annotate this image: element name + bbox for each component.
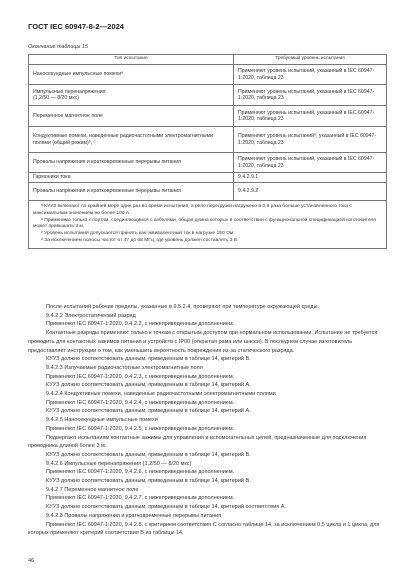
table-continuation-label: Окончание таблицы 15: [28, 44, 88, 50]
footnote: ᵃ КУУЗ включают по крайней мере один раз во время испытания, а реле перегрузки нагружено в 0,9 раза больше установленного тока с максимальным значением не более 100 А.: [33, 204, 352, 216]
section-heading: 9.4.2.2 Электростатический разряд: [46, 312, 136, 319]
column-header-test-type: Тип испытания: [29, 55, 234, 65]
section-heading: 9.4.2.6 Импульсные перенапряжения (1,2/50 — 8/20 мкс): [46, 460, 192, 467]
table-cell: Наносекундные импульсные помехиᵃ: [29, 65, 234, 85]
table-cell: Применяют уровень испытаний, указанный в IEC 60947-1:2020, таблица 23: [234, 153, 387, 173]
test-level-table: [28, 54, 387, 249]
table-cell: Применяют уровень испытанийᵈ, указанный в IEC 60947-1:2020, таблица 23: [234, 127, 387, 153]
table-cell: 9.4.2.9.1: [234, 173, 387, 183]
paragraph: КУУЗ должно соответствовать данным, приведенным в таблице 14, критерий соответствия А.: [46, 504, 286, 511]
table-cell: Применяют уровень испытаний, указанный в IEC 60947-1:2020, таблица 23: [234, 85, 387, 106]
table-cell: 9.4.2.9.2: [234, 183, 387, 201]
table-cell: Провалы напряжения и кратковременные перерывы питания: [29, 153, 234, 173]
column-header-test-level: Требуемый уровень испытания: [234, 55, 387, 65]
paragraph: Применяют IEC 60947-1:2020, 9.4.2.5, с нижеприведенным дополнением.: [46, 425, 235, 432]
table-row: [29, 173, 387, 183]
table-row: [29, 183, 387, 201]
table-row: [29, 153, 387, 173]
footnote: ᶜ Уровень испытаний допускается принять как эквивалентный ток в нагрузке 150 Ом.: [41, 231, 235, 237]
table-cell: Гармоники тока: [29, 173, 234, 183]
table-cell: Провалы напряжения и кратковременные перерывы питания: [29, 183, 234, 201]
table-row: [29, 127, 387, 153]
paragraph: Применяют IEC 60947-1:2020, 9.4.2.6, с нижеприведенным дополнением.: [46, 469, 235, 476]
footnote: ᵇ Применимо только к портам, соединяющимся с кабелями, общая длина которых в соответствии с функциональной спецификацией изготовителя может превышать 3 м.: [33, 217, 376, 230]
paragraph: Применяют IEC 60947-1:2020, 9.4.2.2, с нижеприведенным дополнением.: [46, 321, 235, 328]
paragraph: После испытаний рабочие пределы, указанные в 9.5.2.4, проверяют при температуре окружающей среды.: [46, 304, 319, 310]
table-cell: Применяют уровень испытаний, указанный в IEC 60947-1:2020, таблица 23: [234, 65, 387, 85]
section-heading: 9.4.2.3 Излучаемые радиочастотные электромагнитные поля: [46, 364, 203, 371]
table-row: [29, 65, 387, 85]
page-number: 46: [28, 558, 35, 564]
paragraph: Применяют IEC 60947-1:2020, 9.4.2.7, с нижеприведенным дополнением.: [46, 495, 235, 502]
standard-header: ГОСТ IEC 60947-8-2—2024: [28, 22, 125, 31]
section-heading: 9.4.2.5 Наносекундные импульсные помехи: [46, 417, 158, 424]
section-heading: 9.4.2.4 Кондуктивные помехи, наведенные радиочастотными электромагнитными полями: [46, 391, 276, 398]
paragraph: Применяют IEC 60947-1:2020, 9.4.2.4, с нижеприведенным дополнением.: [46, 399, 235, 406]
table-footnotes-row: [29, 201, 387, 249]
table-cell: Импульсные перенапряжения (1,2/50 — 8/20 мкс): [29, 85, 234, 106]
paragraph: Контактные разряды применяют только к точкам с открытым доступом при нормальном использовании. Испытание не требуется проводить для контактных зажимов питания и устройств с IP00 (открытая рама или шасси). В последнем случае изготовитель предоставляет инструкции о том, как уменьшить вероятность повреждения из-за статического разряда.: [28, 330, 378, 354]
table-cell: Кондуктивные помехи, наведенные радиочастотными электромагнитными полями (общий режим)ᵇ, ᶜ: [29, 127, 234, 153]
paragraph: КУУЗ должно соответствовать данным, приведенным в таблице 14, критерий А.: [46, 382, 251, 389]
footnote: ᵈ За исключением полосы частот от 47 до 68 МГц, где уровень должен составлять 3 В.: [41, 237, 239, 243]
paragraph: Подвергают испытаниям контактные зажимы для управления и вспомогательных цепей, предназначенные для подключения проводника длиной более 3 м.: [28, 434, 367, 450]
table-cell: Переменное магнитное поле: [29, 106, 234, 127]
paragraph: КУУЗ должно соответствовать данным, приведенным в таблице 14, критерий В.: [46, 451, 251, 458]
table-cell: Применяют уровень испытаний, указанный в IEC 60947-1:2020, таблица 23: [234, 106, 387, 127]
paragraph: КУУЗ должно соответствовать данным, приведенным в таблице 14, критерий А.: [46, 408, 251, 415]
paragraph: Применяют IEC 60947-1:2020, 9.4.2.8, с критерием соответствия С согласно таблице 14, за исключением 0,5 цикла и 1 цикла, для которых применяют критерий соответствия В из таблицы 14.: [28, 521, 380, 537]
section-heading: 9.4.2.7 Переменное магнитное поле: [46, 486, 139, 493]
paragraph: КУУЗ должно соответствовать данным, приведенным в таблице 14, критерий В.: [46, 478, 251, 485]
table-header-row: [29, 55, 387, 65]
body-text: [28, 303, 386, 538]
paragraph: Применяют IEC 60947-1:2020, 9.4.2.3, с нижеприведенным дополнением.: [46, 373, 235, 380]
table-row: [29, 106, 387, 127]
table-footnotes: [29, 201, 387, 249]
paragraph: КУУЗ должно соответствовать данным, приведенным в таблице 14, критерий В.: [46, 356, 251, 363]
section-heading: 9.4.2.8 Провалы напряжения и кратковременные перерывы питания: [46, 512, 222, 519]
table-row: [29, 85, 387, 106]
